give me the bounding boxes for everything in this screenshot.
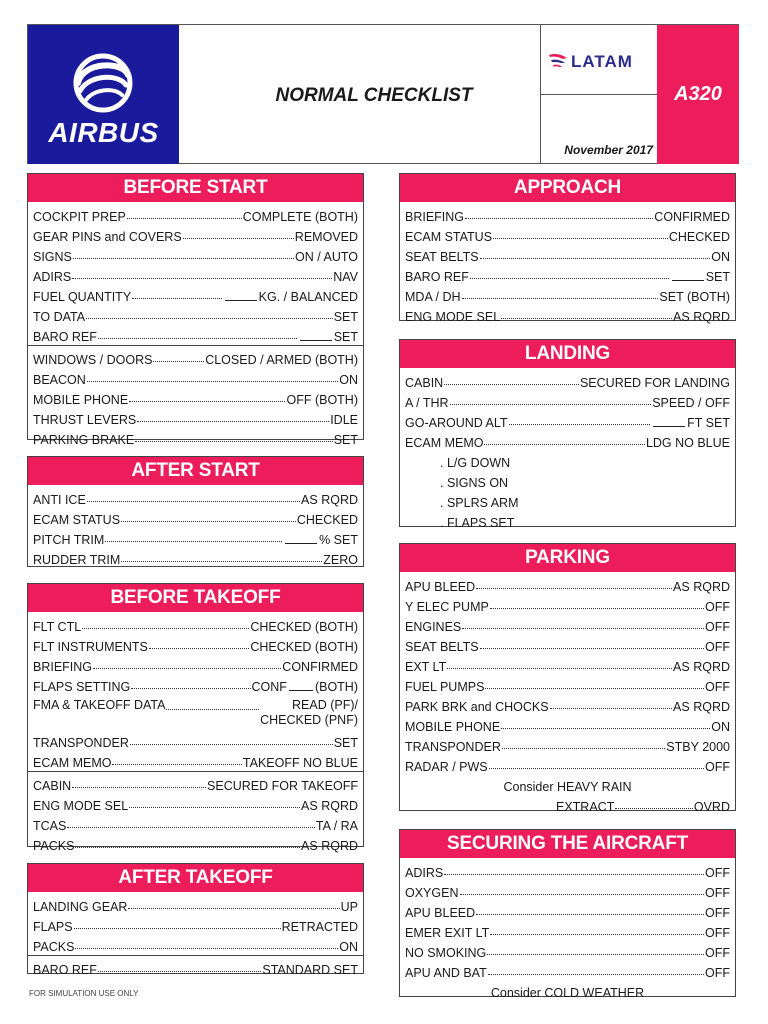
checklist-value: CHECKED (BOTH) [250, 640, 358, 654]
checklist-value: ZERO [323, 553, 358, 567]
leader-dots [615, 808, 693, 809]
checklist-item: GEAR PINS and COVERS [33, 230, 182, 244]
aircraft-type: A320 [674, 83, 722, 105]
leader-dots [487, 954, 704, 955]
checklist-item: APU AND BAT [405, 966, 487, 980]
checklist-item: Y ELEC PUMP [405, 600, 489, 614]
checklist-value: AS RQRD [301, 799, 358, 813]
conditional-note: Consider HEAVY RAIN [503, 780, 632, 794]
checklist-item: TCAS [33, 819, 67, 833]
leader-dots [490, 934, 704, 935]
checklist-row [28, 793, 363, 813]
checklist-item: PARKING BRAKE [33, 433, 135, 447]
section-title: APPROACH [400, 174, 735, 202]
checklist-item: THRUST LEVERS [33, 413, 137, 427]
leader-dots [476, 588, 672, 589]
checklist-value: UP [340, 900, 358, 914]
leader-dots [462, 298, 659, 299]
checklist-value: AS RQRD [673, 310, 730, 324]
checklist-row [400, 860, 735, 880]
checklist-value: AS RQRD [673, 660, 730, 674]
section-title: LANDING [400, 340, 735, 368]
checklist-row [28, 547, 363, 567]
checklist-item: SEAT BELTS [405, 640, 479, 654]
checklist-value: SET [333, 433, 358, 447]
checklist-value: OFF [705, 640, 730, 654]
checklist-item: SIGNS [33, 250, 72, 264]
checklist-item: FMA & TAKEOFF DATA [33, 698, 166, 712]
checklist-row [400, 370, 735, 390]
checklist-value [260, 698, 358, 728]
checklist-row [28, 654, 363, 674]
checklist-value: OFF [705, 966, 730, 980]
revision-date: November 2017 [564, 143, 653, 157]
leader-dots [98, 338, 297, 339]
checklist-item: CABIN [405, 376, 444, 390]
checklist-value: OFF [705, 760, 730, 774]
checklist-value: SET (BOTH) [659, 290, 730, 304]
checklist-item: BARO REF [33, 963, 97, 977]
section-parking [399, 543, 736, 814]
leader-dots [444, 384, 579, 385]
checklist-row [400, 634, 735, 654]
checklist-item: FLT CTL [33, 620, 82, 634]
leader-dots [444, 874, 704, 875]
checklist-item: ENGINES [405, 620, 462, 634]
checklist-item: EMER EXIT LT [405, 926, 490, 940]
checklist-row [28, 224, 363, 244]
checklist-value: (BOTH) [314, 680, 358, 694]
leader-dots [550, 708, 672, 709]
checklist-row [400, 224, 735, 244]
checklist-item: ENG MODE SEL [405, 310, 501, 324]
checklist-value: CONFIRMED [282, 660, 358, 674]
checklist-value: SET [333, 736, 358, 750]
checklist-row [400, 284, 735, 304]
leader-dots [121, 561, 322, 562]
airline-logo [540, 25, 657, 95]
airbus-swirl-icon [28, 25, 179, 117]
leader-dots [75, 847, 300, 848]
fill-in-blank [300, 340, 332, 341]
latam-mark-icon [547, 49, 569, 71]
checklist-row [400, 920, 735, 940]
checklist-row [28, 813, 363, 833]
checklist-item: FLAPS [33, 920, 73, 934]
checklist-row [400, 594, 735, 614]
leader-dots [465, 218, 653, 219]
memo-item: . SPLRS ARM [440, 496, 519, 510]
checklist-item: LANDING GEAR [33, 900, 128, 914]
aircraft-type-box [657, 25, 739, 164]
checklist-row [28, 773, 363, 793]
checklist-item: PACKS [33, 940, 75, 954]
checklist-header [27, 24, 739, 164]
checklist-value: COMPLETE (BOTH) [242, 210, 358, 224]
leader-dots [480, 648, 704, 649]
checklist-value: LDG NO BLUE [645, 436, 730, 450]
leader-dots [105, 541, 282, 542]
checklist-item: MDA / DH [405, 290, 461, 304]
value-line-2: CHECKED (PNF) [260, 713, 358, 727]
section-title: BEFORE START [28, 174, 363, 202]
checklist-value: STANDARD SET [262, 963, 358, 977]
checklist-value: SECURED FOR LANDING [579, 376, 730, 390]
checklist-row [400, 430, 735, 450]
checklist-item: EXT LT [405, 660, 447, 674]
checklist-row [400, 674, 735, 694]
checklist-row [28, 914, 363, 934]
checklist-value: FT SET [687, 416, 730, 430]
leader-dots [87, 501, 300, 502]
section-title: PARKING [400, 544, 735, 572]
checklist-value: AS RQRD [673, 580, 730, 594]
checklist-value: OFF [705, 906, 730, 920]
leader-dots [149, 648, 250, 649]
checklist-row [28, 324, 363, 344]
checklist-item: PITCH TRIM [33, 533, 105, 547]
leader-dots [75, 948, 338, 949]
section-divider [28, 345, 363, 346]
section-after-takeoff [27, 863, 364, 977]
leader-dots [450, 404, 652, 405]
checklist-row [28, 304, 363, 324]
checklist-value: KG. / BALANCED [258, 290, 358, 304]
leader-dots [86, 318, 333, 319]
leader-dots [501, 728, 710, 729]
leader-dots [112, 764, 241, 765]
checklist-value: STBY 2000 [666, 740, 730, 754]
checklist-value: NAV [333, 270, 358, 284]
checklist-row [400, 794, 735, 814]
fill-in-blank [225, 300, 257, 301]
checklist-row [400, 410, 735, 430]
checklist-item: OXYGEN [405, 886, 459, 900]
leader-dots [135, 441, 333, 442]
section-before-takeoff [27, 583, 364, 853]
checklist-value: OVRD [693, 800, 730, 814]
checklist-item: FLT INSTRUMENTS [33, 640, 148, 654]
checklist-item: BRIEFING [33, 660, 93, 674]
checklist-row [400, 694, 735, 714]
airbus-logo [28, 25, 179, 164]
leader-dots [87, 381, 338, 382]
memo-item: . L/G DOWN [440, 456, 511, 470]
checklist-value: OFF [705, 620, 730, 634]
checklist-value: OFF [705, 680, 730, 694]
checklist-row [28, 427, 363, 447]
checklist-row [28, 204, 363, 224]
checklist-value: ON [339, 373, 358, 387]
memo-item: . SIGNS ON [440, 476, 509, 490]
leader-dots [485, 688, 704, 689]
checklist-item: BRIEFING [405, 210, 465, 224]
checklist-row [28, 614, 363, 634]
leader-dots [67, 827, 315, 828]
checklist-value: OFF [705, 600, 730, 614]
checklist-row [28, 264, 363, 284]
checklist-value: CONFIRMED [654, 210, 730, 224]
section-landing [399, 339, 736, 530]
leader-dots [129, 807, 300, 808]
checklist-item: TRANSPONDER [405, 740, 501, 754]
leader-dots [129, 401, 285, 402]
section-title: AFTER TAKEOFF [28, 864, 363, 892]
section-approach [399, 173, 736, 324]
checklist-row [400, 204, 735, 224]
checklist-row [400, 614, 735, 634]
checklist-value: RETRACTED [281, 920, 358, 934]
checklist-row [400, 244, 735, 264]
checklist-value: CHECKED [668, 230, 730, 244]
checklist-row [400, 654, 735, 674]
leader-dots [127, 218, 242, 219]
checklist-item: APU BLEED [405, 906, 476, 920]
checklist-value: CHECKED [296, 513, 358, 527]
checklist-value: ON [339, 940, 358, 954]
leader-dots [480, 258, 711, 259]
leader-dots [73, 258, 294, 259]
leader-dots [128, 908, 339, 909]
memo-item: . FLAPS SET [440, 516, 515, 530]
checklist-row [28, 387, 363, 407]
leader-dots [460, 894, 705, 895]
checklist-row [28, 284, 363, 304]
section-after-start [27, 456, 364, 567]
checklist-row [400, 264, 735, 284]
checklist-item: A / THR [405, 396, 449, 410]
section-title: SECURING THE AIRCRAFT [400, 830, 735, 858]
checklist-row [28, 894, 363, 914]
checklist-value: ON / AUTO [295, 250, 358, 264]
checklist-value: SET [333, 310, 358, 324]
checklist-row [400, 900, 735, 920]
leader-dots [166, 709, 259, 710]
checklist-item: RUDDER TRIM [33, 553, 121, 567]
checklist-row [400, 390, 735, 410]
checklist-value: SECURED FOR TAKEOFF [207, 779, 358, 793]
airline-name: LATAM [571, 52, 633, 71]
leader-dots [72, 787, 206, 788]
checklist-item: MOBILE PHONE [405, 720, 501, 734]
checklist-item: APU BLEED [405, 580, 476, 594]
section-divider [28, 955, 363, 956]
checklist-value: TA / RA [315, 819, 358, 833]
fill-in-blank [285, 543, 317, 544]
checklist-row [400, 574, 735, 594]
section-securing-aircraft [399, 829, 736, 1000]
checklist-row [28, 833, 363, 853]
checklist-row [28, 694, 363, 730]
leader-dots [74, 928, 281, 929]
brand-name: AIRBUS [48, 117, 159, 148]
checklist-row [28, 244, 363, 264]
checklist-value: SET [333, 330, 358, 344]
conditional-note: Consider COLD WEATHER [490, 986, 645, 1000]
checklist-row [28, 347, 363, 367]
checklist-value: ON [711, 720, 730, 734]
fill-in-blank [672, 280, 704, 281]
checklist-item: ECAM MEMO [33, 756, 112, 770]
checklist-value: AS RQRD [673, 700, 730, 714]
checklist-item: ECAM STATUS [33, 513, 121, 527]
checklist-row [28, 934, 363, 954]
checklist-value-prefix: CONF [251, 680, 287, 694]
leader-dots [490, 608, 704, 609]
leader-dots [131, 688, 250, 689]
checklist-row [28, 407, 363, 427]
checklist-row [28, 367, 363, 387]
checklist-row [28, 527, 363, 547]
checklist-item: FUEL QUANTITY [33, 290, 132, 304]
checklist-item: BARO REF [405, 270, 469, 284]
leader-dots [501, 318, 672, 319]
leader-dots [484, 444, 644, 445]
checklist-item: GO-AROUND ALT [405, 416, 508, 430]
checklist-item: TO DATA [33, 310, 86, 324]
checklist-item: ADIRS [405, 866, 444, 880]
checklist-row [28, 750, 363, 770]
leader-dots [130, 744, 333, 745]
checklist-item: ECAM MEMO [405, 436, 484, 450]
checklist-item: FLAPS SETTING [33, 680, 131, 694]
leader-dots [509, 424, 651, 425]
section-before-start [27, 173, 364, 447]
leader-dots [488, 974, 704, 975]
section-divider [28, 771, 363, 772]
section-title: BEFORE TAKEOFF [28, 584, 363, 612]
leader-dots [98, 971, 261, 972]
leader-dots [493, 238, 668, 239]
checklist-row [28, 634, 363, 654]
checklist-value: OFF (BOTH) [286, 393, 358, 407]
checklist-value: % SET [319, 533, 358, 547]
checklist-item: MOBILE PHONE [33, 393, 129, 407]
leader-dots [470, 278, 669, 279]
checklist-item: FUEL PUMPS [405, 680, 485, 694]
checklist-item: TRANSPONDER [33, 736, 129, 750]
leader-dots [132, 298, 221, 299]
section-title: AFTER START [28, 457, 363, 485]
checklist-value: OFF [705, 866, 730, 880]
checklist-item: SEAT BELTS [405, 250, 479, 264]
leader-dots [462, 628, 704, 629]
checklist-row [400, 880, 735, 900]
checklist-item: ANTI ICE [33, 493, 86, 507]
checklist-row [400, 734, 735, 754]
checklist-row [28, 730, 363, 750]
checklist-value: REMOVED [294, 230, 358, 244]
fill-in-blank [653, 426, 685, 427]
checklist-value: TAKEOFF NO BLUE [242, 756, 358, 770]
checklist-row [400, 714, 735, 734]
checklist-item: WINDOWS / DOORS [33, 353, 153, 367]
checklist-row [400, 754, 735, 774]
checklist-value: CHECKED (BOTH) [250, 620, 358, 634]
checklist-row [28, 674, 363, 694]
leader-dots [489, 768, 704, 769]
checklist-value: CLOSED / ARMED (BOTH) [205, 353, 358, 367]
value-line-1: READ (PF)/ [292, 698, 358, 712]
leader-dots [447, 668, 672, 669]
leader-dots [121, 521, 296, 522]
checklist-row [400, 940, 735, 960]
checklist-value: ON [711, 250, 730, 264]
checklist-item: ECAM STATUS [405, 230, 493, 244]
checklist-value: OFF [705, 946, 730, 960]
checklist-item: COCKPIT PREP [33, 210, 126, 224]
checklist-value: SPEED / OFF [652, 396, 730, 410]
checklist-row [28, 957, 363, 977]
checklist-value: AS RQRD [301, 839, 358, 853]
checklist-item: PARK BRK and CHOCKS [405, 700, 549, 714]
checklist-value: SET [705, 270, 730, 284]
revision-date-box [540, 94, 657, 164]
checklist-item: BARO REF [33, 330, 97, 344]
checklist-value: IDLE [330, 413, 358, 427]
checklist-item: EXTRACT [556, 800, 615, 814]
page-title: NORMAL CHECKLIST [275, 85, 473, 106]
checklist-item: BEACON [33, 373, 86, 387]
checklist-row [28, 507, 363, 527]
leader-dots [476, 914, 704, 915]
leader-dots [502, 748, 665, 749]
checklist-value: AS RQRD [301, 493, 358, 507]
leader-dots [137, 421, 329, 422]
checklist-value: OFF [705, 926, 730, 940]
checklist-item: NO SMOKING [405, 946, 487, 960]
checklist-item: CABIN [33, 779, 72, 793]
checklist-row [28, 487, 363, 507]
checklist-row [400, 304, 735, 324]
fill-in-blank [289, 690, 313, 691]
checklist-row [400, 960, 735, 980]
checklist-item: ENG MODE SEL [33, 799, 129, 813]
checklist-value: OFF [705, 886, 730, 900]
checklist-item: RADAR / PWS [405, 760, 488, 774]
leader-dots [93, 668, 281, 669]
leader-dots [72, 278, 332, 279]
checklist-item: ADIRS [33, 270, 72, 284]
checklist-item: PACKS [33, 839, 75, 853]
leader-dots [82, 628, 249, 629]
leader-dots [153, 361, 204, 362]
simulation-disclaimer: FOR SIMULATION USE ONLY [29, 989, 139, 998]
leader-dots [183, 238, 294, 239]
